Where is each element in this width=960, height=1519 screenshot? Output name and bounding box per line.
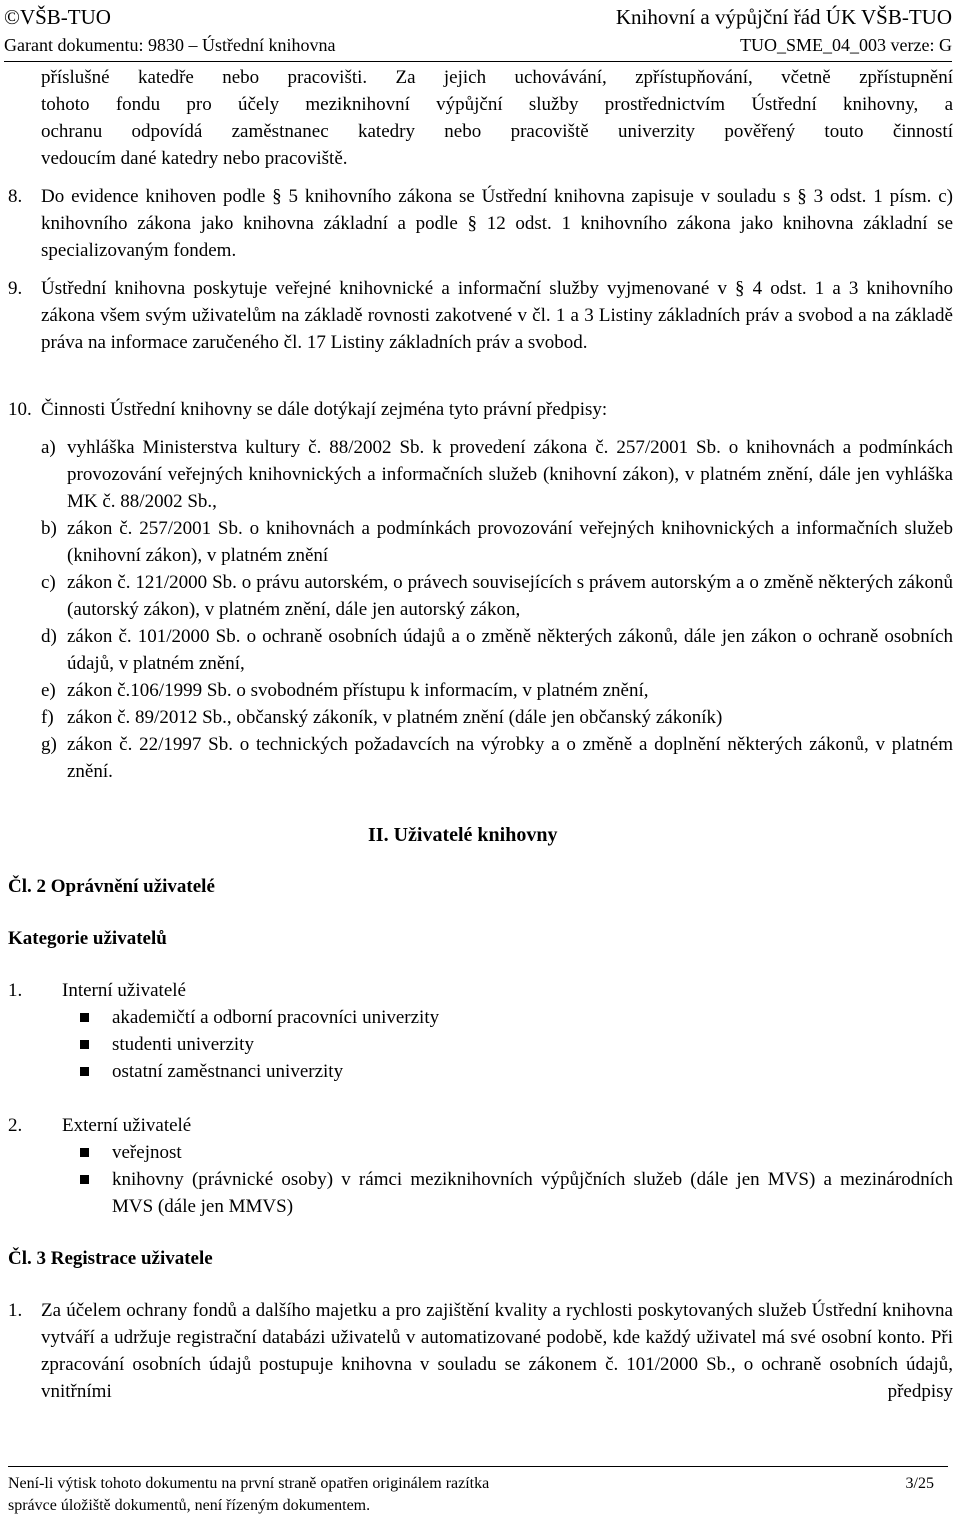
law-item-letter: c) (41, 572, 56, 593)
header-row-1 (4, 6, 952, 28)
paragraph-9-text: Ústřední knihovna poskytuje veřejné knihovnické a informační služby vyjmenované v § 4 odst. 1 a 3 knihovního zákona všem svým uživatelům na základě rovnosti zakotvené v čl. 1 a 3 Listiny základních práv a svobod a na základě práva na informace zaručeného čl. 17 Listiny základních práv a svobod. (41, 278, 953, 353)
article-2-heading: Čl. 2 Oprávnění uživatelé (8, 876, 215, 897)
law-item-text: zákon č. 257/2001 Sb. o knihovnách a podmínkách provozování veřejných knihovnických a informačních služeb (knihovní zákon), v platném znění (67, 518, 953, 566)
header-document-title: Knihovní a výpůjční řád ÚK VŠB-TUO (615, 5, 952, 29)
law-item-letter: b) (41, 518, 57, 539)
footer-notice-line-1: Není-li výtisk tohoto dokumentu na první straně opatřen originálem razítka (8, 1475, 490, 1492)
list-item: veřejnost (112, 1142, 182, 1163)
continuation-line-4: vedoucím dané katedry nebo pracoviště. (41, 148, 348, 169)
category-subheading: Kategorie uživatelů (8, 928, 167, 949)
bullet-icon (80, 1148, 89, 1157)
paragraph-8-number: 8. (8, 186, 23, 207)
header-divider (4, 61, 952, 62)
continuation-line-1: příslušné katedře nebo pracovišti. Za jejich uchovávání, zpřístupňování, včetně zpřístupnění (41, 67, 953, 88)
article-3-paragraph-number: 1. (8, 1300, 23, 1321)
category-1-number: 1. (8, 980, 23, 1001)
category-2-number: 2. (8, 1115, 23, 1136)
bullet-icon (80, 1175, 89, 1184)
header-guarantor: Garant dokumentu: 9830 – Ústřední knihovna (4, 35, 336, 55)
page-number: 3/25 (905, 1475, 934, 1492)
article-3-paragraph-text: Za účelem ochrany fondů a dalšího majetku a pro zajištění kvality a rychlosti poskytovaných služeb Ústřední knihovna vytváří a udržuje registrační databázi uživatelů v automatizované podobě, kde každý uživatel má své osobní konto. Při zpracování osobních údajů postupuje knihovna v souladu se zákonem č. 101/2000 Sb., o ochraně osobních údajů, vnitřními předpisy (41, 1300, 953, 1402)
paragraph-10-number: 10. (8, 399, 32, 420)
header-document-code: TUO_SME_04_003 verze: G (740, 35, 952, 55)
footer-notice-line-2: správce úložiště dokumentů, není řízeným dokumentem. (8, 1497, 371, 1514)
category-2-title: Externí uživatelé (62, 1115, 192, 1136)
bullet-icon (80, 1067, 89, 1076)
law-item-text: zákon č. 89/2012 Sb., občanský zákoník, v platném znění (dále jen občanský zákoník) (67, 707, 723, 728)
section-heading: II. Uživatelé knihovny (368, 824, 558, 846)
paragraph-9-number: 9. (8, 278, 23, 299)
header-row-2 (4, 34, 952, 56)
law-item-text: zákon č.106/1999 Sb. o svobodném přístupu k informacím, v platném znění, (67, 680, 649, 701)
header-copyright: ©VŠB-TUO (4, 5, 111, 29)
continuation-line-3: ochranu odpovídá zaměstnanec katedry nebo pracoviště univerzity pověřený touto činností (41, 121, 953, 142)
continuation-line-2: tohoto fondu pro účely meziknihovní výpůjční služby prostřednictvím Ústřední knihovny, a (41, 94, 953, 115)
bullet-icon (80, 1013, 89, 1022)
list-item: knihovny (právnické osoby) v rámci meziknihovních výpůjčních služeb (dále jen MVS) a mezinárodních MVS (dále jen MMVS) (112, 1169, 953, 1217)
law-item-letter: g) (41, 734, 57, 755)
list-item: ostatní zaměstnanci univerzity (112, 1061, 344, 1082)
law-item-letter: e) (41, 680, 56, 701)
footer-divider (8, 1466, 948, 1467)
article-3-heading: Čl. 3 Registrace uživatele (8, 1248, 213, 1269)
law-item-letter: a) (41, 437, 56, 458)
paragraph-10-text: Činnosti Ústřední knihovny se dále dotýkají zejména tyto právní předpisy: (41, 399, 608, 420)
list-item: akademičtí a odborní pracovníci univerzity (112, 1007, 440, 1028)
list-item: studenti univerzity (112, 1034, 254, 1055)
category-1-title: Interní uživatelé (62, 980, 186, 1001)
law-item-text: zákon č. 101/2000 Sb. o ochraně osobních údajů a o změně některých zákonů, dále jen zákon o ochraně osobních údajů, v platném znění, (67, 626, 953, 674)
law-item-text: zákon č. 121/2000 Sb. o právu autorském, o právech souvisejících s právem autorským a o změně některých zákonů (autorský zákon), v platném znění, dále jen autorský zákon, (67, 572, 953, 620)
law-item-letter: f) (41, 707, 54, 728)
law-item-letter: d) (41, 626, 57, 647)
paragraph-8-text: Do evidence knihoven podle § 5 knihovního zákona se Ústřední knihovna zapisuje v souladu s § 3 odst. 1 písm. c) knihovního zákona jako knihovna základní a podle § 12 odst. 1 knihovního zákona jako knihovna základní se specializovaným fondem. (41, 186, 953, 261)
bullet-icon (80, 1040, 89, 1049)
law-item-text: zákon č. 22/1997 Sb. o technických požadavcích na výrobky a o změně a doplnění některých zákonů, v platném znění. (67, 734, 953, 782)
law-item-text: vyhláška Ministerstva kultury č. 88/2002 Sb. k provedení zákona č. 257/2001 Sb. o knihovnách a podmínkách provozování veřejných knihovnických a informačních služeb (knihovní zákon), v platném znění, dále jen vyhláška MK č. 88/2002 Sb., (67, 437, 953, 512)
